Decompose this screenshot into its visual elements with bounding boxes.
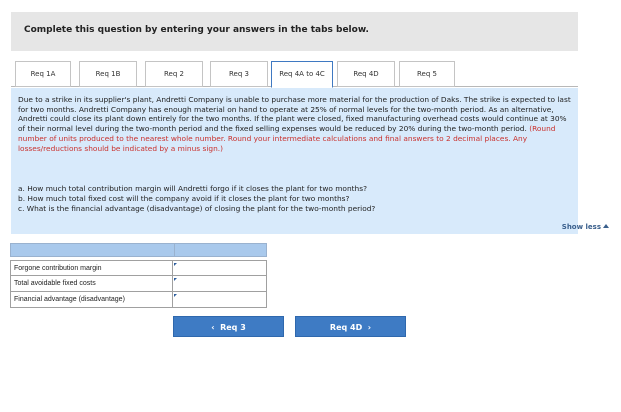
answer-table-header xyxy=(10,243,267,257)
table-row xyxy=(10,260,267,276)
prev-req-button[interactable] xyxy=(173,316,284,337)
question-text: Due to a strike in its supplier's plant, Andretti Company is unable to purchase more material for the production of Daks. The strike is expected to last for two months. Andretti Company has enough material on hand to operate at 25% of normal levels for the two-month period. As an alternative, Andretti could close its plant down entirely for the two months. If the plant were closed, fixed manufacturing overhead costs would continue at 30% of their normal level during the two-month period and the fixed selling expenses would be reduced by 20% during the two-month period. xyxy=(18,95,571,134)
total-avoidable-fixed-costs-input[interactable] xyxy=(176,277,264,290)
show-less-label: Show less xyxy=(561,223,601,231)
financial-advantage-input[interactable] xyxy=(176,293,264,306)
table-row xyxy=(10,292,267,308)
row-label-forgone-contribution-margin: Forgone contribution margin xyxy=(10,260,173,276)
answer-table xyxy=(10,243,267,308)
chevron-left-icon: ‹ xyxy=(211,323,215,332)
instruction-text: Complete this question by entering your answers in the tabs below. xyxy=(24,25,369,35)
tab-strip xyxy=(11,57,578,87)
tab-req-2[interactable]: Req 2 xyxy=(145,61,203,87)
row-label-total-avoidable-fixed-costs: Total avoidable fixed costs xyxy=(10,276,173,292)
tab-req-5[interactable]: Req 5 xyxy=(399,61,455,87)
question-part-b: b. How much total fixed cost will the company avoid if it closes the plant for two months? xyxy=(18,194,350,203)
show-less-toggle[interactable] xyxy=(562,223,609,231)
tab-req-1a[interactable]: Req 1A xyxy=(15,61,71,87)
question-panel xyxy=(11,88,578,234)
next-req-label: Req 4D xyxy=(329,323,363,332)
question-parts xyxy=(18,184,571,214)
question-part-c: c. What is the financial advantage (disadvantage) of closing the plant for the two-month period? xyxy=(18,204,376,213)
forgone-contribution-margin-input[interactable] xyxy=(176,262,264,274)
question-part-a: a. How much total contribution margin will Andretti forgo if it closes the plant for two months? xyxy=(18,184,367,193)
instruction-bar xyxy=(11,12,578,51)
row-label-financial-advantage: Financial advantage (disadvantage) xyxy=(10,292,173,308)
caret-up-icon xyxy=(603,224,609,228)
table-row xyxy=(10,276,267,292)
forgone-contribution-margin-input-cell[interactable] xyxy=(173,260,267,276)
financial-advantage-input-cell[interactable] xyxy=(173,292,267,308)
tab-req-3[interactable]: Req 3 xyxy=(210,61,268,87)
next-req-button[interactable] xyxy=(295,316,406,337)
chevron-right-icon: › xyxy=(367,323,372,332)
tab-req-4a-to-4c[interactable]: Req 4A to 4C xyxy=(271,61,333,88)
tab-req-1b[interactable]: Req 1B xyxy=(79,61,137,87)
rounding-instruction: (Round number of units produced to the nearest whole number. Round your intermediate calculations and final answers to 2 decimal places. Any losses/reductions should be indicated by a minus sign.) xyxy=(18,124,556,153)
prev-req-label: Req 3 xyxy=(220,323,246,332)
tab-req-4d[interactable]: Req 4D xyxy=(337,61,395,87)
total-avoidable-fixed-costs-input-cell[interactable] xyxy=(173,276,267,292)
question-paragraph xyxy=(18,95,571,153)
answer-table-header-label xyxy=(11,244,175,256)
